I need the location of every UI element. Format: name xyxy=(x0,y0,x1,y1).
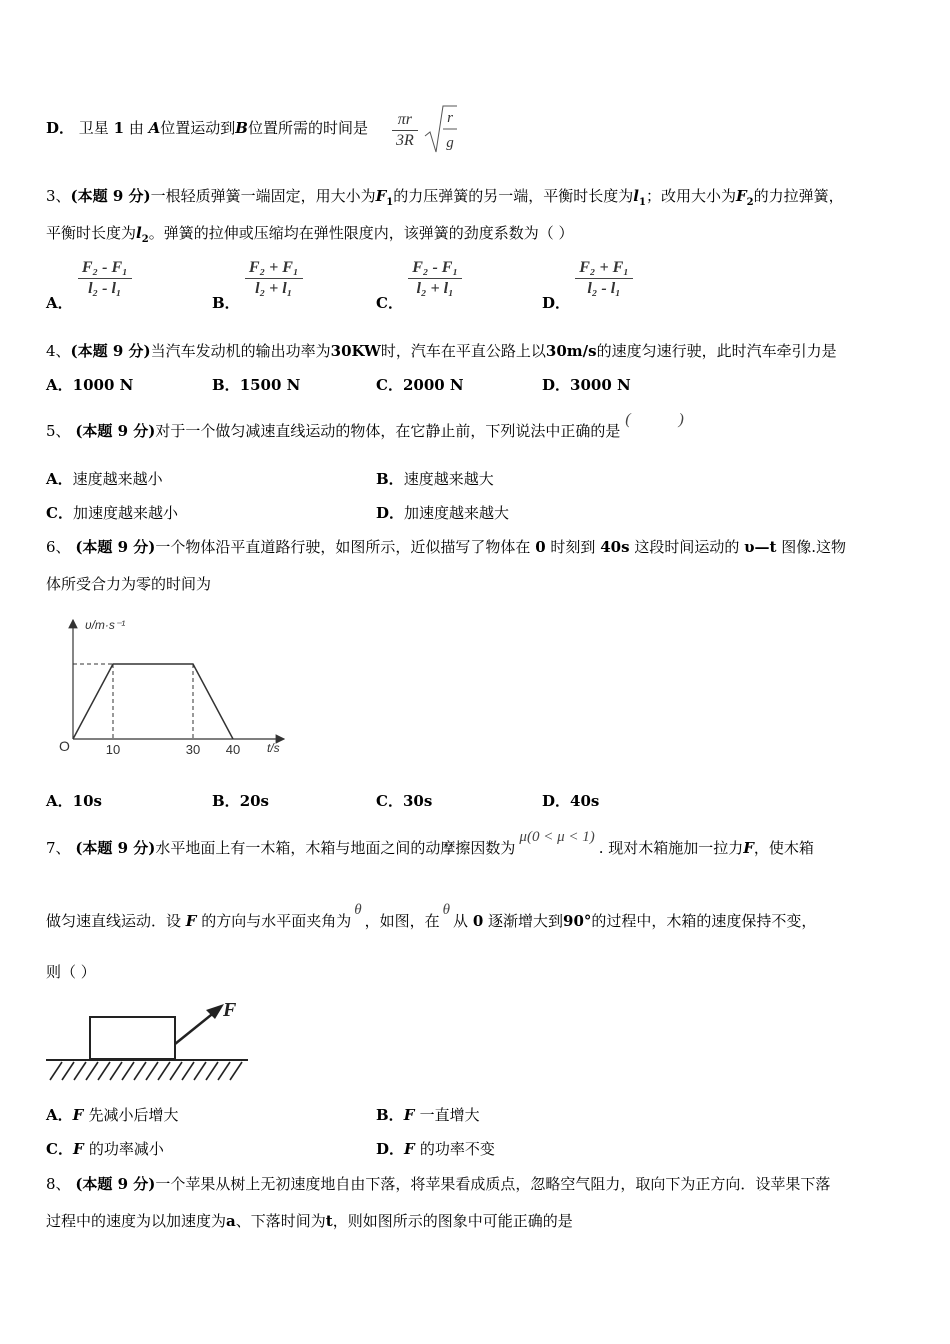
q5-option-d[interactable]: D．加速度越来越大 xyxy=(376,504,510,522)
q7-option-b[interactable]: B．F 一直增大 xyxy=(376,1106,480,1124)
q7-option-c[interactable]: C．F 的功率减小 xyxy=(46,1140,164,1158)
q6-option-d[interactable]: D．40s xyxy=(542,792,600,810)
q2-option-d-label: D． xyxy=(46,119,75,137)
q4-option-b[interactable]: B．1500 N xyxy=(212,376,301,394)
q4-stem: 4、(本题 9 分)当汽车发动机的输出功率为30KW时，汽车在平直公路上以30m/s的速度匀速行驶，此时汽车牵引力是 xyxy=(46,342,837,360)
q2-option-d: D． 卫星 1 由 A位置运动到B位置所需的时间是 xyxy=(46,119,368,137)
q3-option-b[interactable]: B． $\frac{\text{F₂ + F₁}}{\text{l₂ + l₁}}$ xyxy=(212,258,303,299)
q7-stem-line2: 做匀速直线运动．设 F 的方向与水平面夹角为θ，如图，在θ从 0 逐渐增大到90°的过程中，木箱的速度保持不变， xyxy=(46,902,817,930)
ground-hatching xyxy=(50,1062,242,1080)
q6-stem-line2: 体所受合力为零的时间为 xyxy=(46,575,212,593)
vt-series-line xyxy=(73,664,233,739)
q7-stem-line1: 7、 (本题 9 分)水平地面上有一木箱，木箱与地面之间的动摩擦因数为μ(0 < μ < 1). 现对木箱施加一拉力F，使木箱 xyxy=(46,829,814,857)
q5-option-c[interactable]: C．加速度越来越小 xyxy=(46,504,178,522)
vt-graph xyxy=(52,612,292,762)
q2-time-formula: $\frac{\pi r}{3R}$ r g xyxy=(392,104,457,156)
wooden-box xyxy=(90,1017,175,1059)
force-label: F xyxy=(223,999,237,1021)
q3-stem-line1: 3、(本题 9 分)一根轻质弹簧一端固定，用大小为$F_1$的力压弹簧的另一端，平衡时长度为$l_1$；改用大小为$F_2$的力拉弹簧， xyxy=(46,187,844,208)
x-tick-label: 40 xyxy=(225,742,241,757)
q5-stem: 5、 (本题 9 分)对于一个做匀减速直线运动的物体，在它静止前，下列说法中正确的是 ( ) xyxy=(46,411,684,440)
origin-label: O xyxy=(59,738,70,754)
q6-option-b[interactable]: B．20s xyxy=(212,792,270,810)
q6-option-a[interactable]: A．10s xyxy=(46,792,102,810)
q6-option-c[interactable]: C．30s xyxy=(376,792,433,810)
q3-option-d[interactable]: D． $\frac{\text{F₂ + F₁}}{\text{l₂ - l₁}}$ xyxy=(542,258,633,299)
q6-stem-line1: 6、 (本题 9 分)一个物体沿平直道路行驶，如图所示，近似描写了物体在 0 时刻到 40s 这段时间运动的 υ—t 图像.这物 xyxy=(46,538,847,556)
svg-text:g: g xyxy=(446,135,454,151)
x-tick-label: 30 xyxy=(185,742,201,757)
q8-stem-line2: 过程中的速度为以加速度为a、下落时间为t，则如图所示的图象中可能正确的是 xyxy=(46,1212,573,1230)
q5-option-b[interactable]: B．速度越来越大 xyxy=(376,470,494,488)
q4-option-c[interactable]: C．2000 N xyxy=(376,376,464,394)
svg-text:r: r xyxy=(446,110,453,126)
q3-option-c[interactable]: C． $\frac{\text{F₂ - F₁}}{\text{l₂ + l₁}}$ xyxy=(376,258,462,299)
sqrt-sign-icon xyxy=(423,104,457,156)
q7-option-d[interactable]: D．F 的功率不变 xyxy=(376,1140,495,1158)
q8-stem-line1: 8、 (本题 9 分)一个苹果从树上无初速度地自由下落，将苹果看成质点，忽略空气阻力，取向下为正方向．设苹果下落 xyxy=(46,1175,831,1193)
q3-stem-line2: 平衡时长度为$l_2$。弹簧的拉伸或压缩均在弹性限度内，该弹簧的劲度系数为（ ） xyxy=(46,224,574,245)
q7-stem-line3: 则（ ） xyxy=(46,963,96,981)
y-axis-label: υ/m·s⁻¹ xyxy=(85,618,126,632)
box-force-figure xyxy=(44,994,250,1086)
x-tick-label: 10 xyxy=(105,742,121,757)
q7-option-a[interactable]: A．F 先减小后增大 xyxy=(46,1106,179,1124)
q5-option-a[interactable]: A．速度越来越小 xyxy=(46,470,163,488)
q4-option-d[interactable]: D．3000 N xyxy=(542,376,631,394)
force-arrow xyxy=(175,1011,216,1044)
q4-option-a[interactable]: A．1000 N xyxy=(46,376,134,394)
q3-option-a[interactable]: A． $\frac{\text{F₂ - F₁}}{\text{l₂ - l₁}}$ xyxy=(46,258,132,299)
x-axis-label: t/s xyxy=(267,741,280,755)
